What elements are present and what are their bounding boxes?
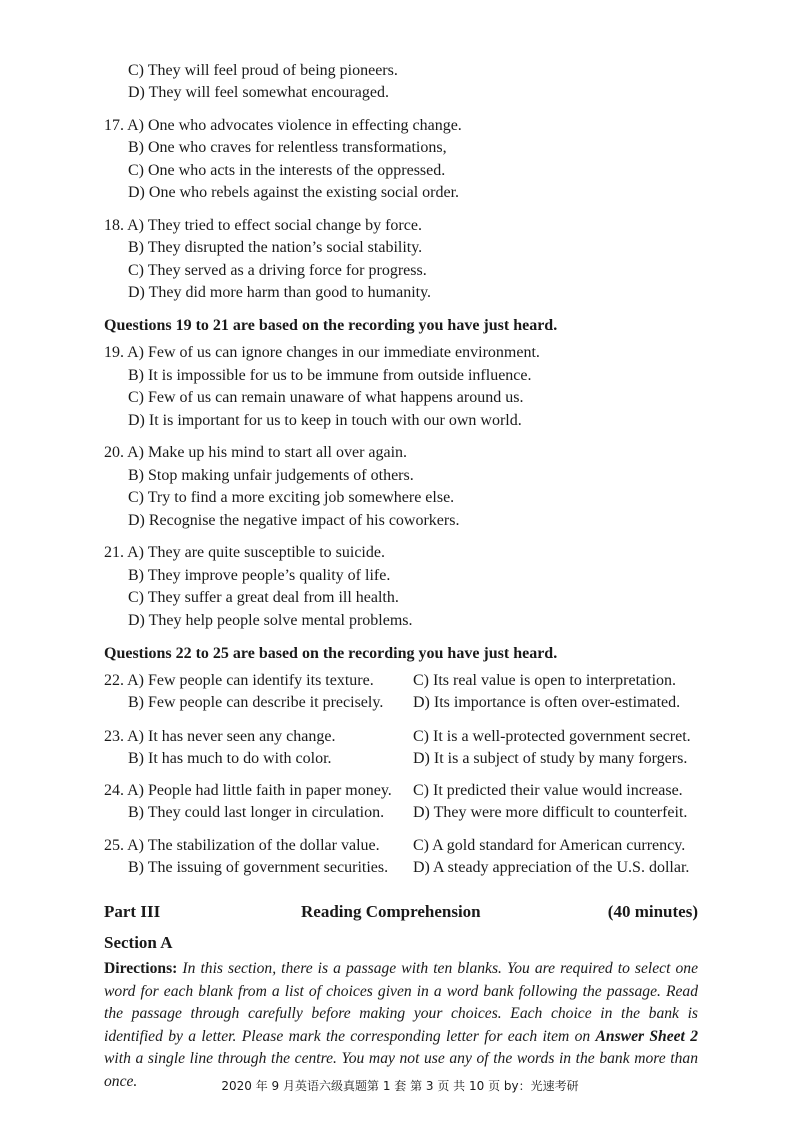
q22-option-d: D) Its importance is often over-estimated. xyxy=(413,694,681,711)
part-label: Part III xyxy=(104,902,161,921)
q18-option-b: B) They disrupted the nation’s social stability. xyxy=(128,239,423,256)
q21-option-a: 21. A) They are quite susceptible to suicide. xyxy=(104,544,385,561)
q19-option-d: D) It is important for us to keep in touch with our own world. xyxy=(128,412,522,429)
q21-option-c: C) They suffer a great deal from ill health. xyxy=(128,589,399,606)
q24-option-a: 24. A) People had little faith in paper money. xyxy=(104,782,392,799)
directions-text-part2: with a single line through the centre. You may not use any of the words in the bank more than once. xyxy=(104,1050,698,1090)
directions-text-part1: In this section, there is a passage with ten blanks. You are required to select one word for each blank from a list of choices given in a word bank following the passage. Read the passage through carefully before making your choices. Each choice in the bank is identified by a letter. Please mark the corresponding letter for each item on xyxy=(104,960,698,1045)
q23-option-c: C) It is a well-protected government secret. xyxy=(413,728,691,745)
heading-questions-22-25: Questions 22 to 25 are based on the recording you have just heard. xyxy=(104,645,558,662)
q23-option-a: 23. A) It has never seen any change. xyxy=(104,728,336,745)
page-footer: 2020 年 9 月英语六级真题第 1 套 第 3 页 共 10 页 by：光速考研 xyxy=(221,1079,579,1093)
q25-option-a: 25. A) The stabilization of the dollar value. xyxy=(104,837,380,854)
q18-option-d: D) They did more harm than good to humanity. xyxy=(128,284,432,301)
q22-option-c: C) Its real value is open to interpretation. xyxy=(413,672,677,689)
q20-option-b: B) Stop making unfair judgements of others. xyxy=(128,467,414,484)
q19-option-a: 19. A) Few of us can ignore changes in our immediate environment. xyxy=(104,344,540,361)
q23-option-b: B) It has much to do with color. xyxy=(128,750,332,767)
q16-option-d: D) They will feel somewhat encouraged. xyxy=(128,84,389,101)
q24-option-d: D) They were more difficult to counterfeit. xyxy=(413,804,688,821)
q22-option-a: 22. A) Few people can identify its texture. xyxy=(104,672,374,689)
q21-option-b: B) They improve people’s quality of life. xyxy=(128,567,391,584)
directions-paragraph xyxy=(104,958,698,1094)
q23-option-d: D) It is a subject of study by many forgers. xyxy=(413,750,688,767)
q20-option-a: 20. A) Make up his mind to start all over again. xyxy=(104,444,408,461)
part-title: Reading Comprehension xyxy=(301,902,481,921)
q25-option-d: D) A steady appreciation of the U.S. dollar. xyxy=(413,859,690,876)
section-heading: Section A xyxy=(104,933,173,952)
q17-option-a: 17. A) One who advocates violence in effecting change. xyxy=(104,117,462,134)
q18-option-c: C) They served as a driving force for progress. xyxy=(128,262,427,279)
q24-option-b: B) They could last longer in circulation. xyxy=(128,804,385,821)
q17-option-c: C) One who acts in the interests of the oppressed. xyxy=(128,162,446,179)
q24-option-c: C) It predicted their value would increase. xyxy=(413,782,683,799)
q20-option-d: D) Recognise the negative impact of his coworkers. xyxy=(128,512,460,529)
q22-option-b: B) Few people can describe it precisely. xyxy=(128,694,384,711)
q17-option-d: D) One who rebels against the existing social order. xyxy=(128,184,460,201)
q25-option-c: C) A gold standard for American currency. xyxy=(413,837,686,854)
q25-option-b: B) The issuing of government securities. xyxy=(128,859,389,876)
q18-option-a: 18. A) They tried to effect social change by force. xyxy=(104,217,422,234)
q17-option-b: B) One who craves for relentless transformations, xyxy=(128,139,447,156)
q20-option-c: C) Try to find a more exciting job somewhere else. xyxy=(128,489,455,506)
q16-option-c: C) They will feel proud of being pioneers. xyxy=(128,62,398,79)
q21-option-d: D) They help people solve mental problems. xyxy=(128,612,413,629)
directions-label: Directions: xyxy=(104,960,178,977)
q19-option-c: C) Few of us can remain unaware of what happens around us. xyxy=(128,389,524,406)
part-time: (40 minutes) xyxy=(607,902,698,921)
q19-option-b: B) It is impossible for us to be immune from outside influence. xyxy=(128,367,532,384)
heading-questions-19-21: Questions 19 to 21 are based on the recording you have just heard. xyxy=(104,317,558,334)
answer-sheet-reference: Answer Sheet 2 xyxy=(595,1027,698,1045)
